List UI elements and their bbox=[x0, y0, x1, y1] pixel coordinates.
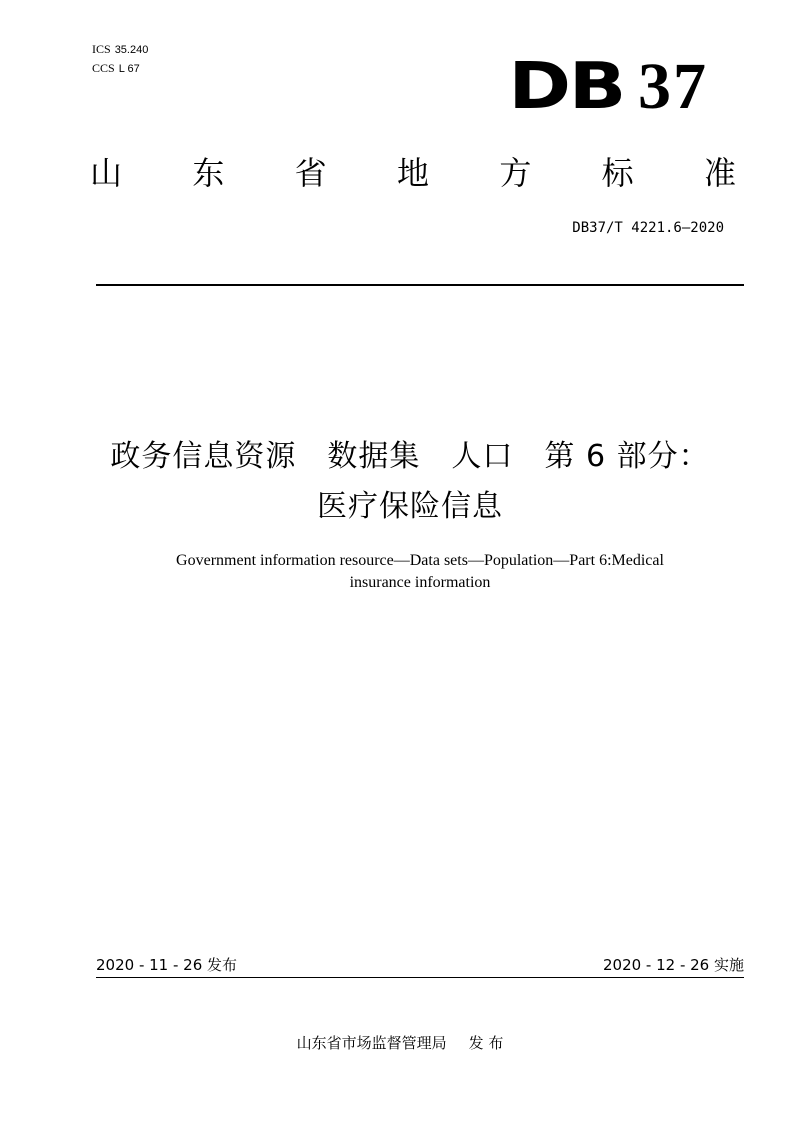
category-char: 标 bbox=[601, 154, 634, 192]
title-en-line-1: Government information resource—Data sets—Population—Part 6:Medical bbox=[176, 552, 664, 569]
title-cn-line-2: 医疗保险信息 bbox=[317, 489, 503, 524]
issue-date: 2020 - 11 - 26 发布 bbox=[96, 956, 238, 974]
publisher bbox=[0, 1032, 800, 1054]
logo-prefix: DB bbox=[508, 50, 624, 124]
ics-label: ICS bbox=[92, 42, 111, 56]
ccs-label: CCS bbox=[92, 61, 115, 75]
category-char: 方 bbox=[499, 154, 532, 192]
ics-value: 35.240 bbox=[114, 44, 149, 56]
title-cn-line-1: 政务信息资源 数据集 人口 第 6 部分： bbox=[110, 439, 710, 474]
top-divider bbox=[96, 284, 744, 286]
ics-code bbox=[92, 40, 148, 59]
category-char: 东 bbox=[192, 154, 225, 192]
bottom-divider bbox=[96, 977, 744, 978]
title-en-line-2: insurance information bbox=[349, 574, 491, 591]
title-chinese bbox=[60, 432, 760, 532]
category-char: 山 bbox=[90, 154, 123, 192]
category-char: 准 bbox=[703, 154, 736, 192]
publisher-action: 发 布 bbox=[468, 1034, 504, 1052]
logo-number: 37 bbox=[638, 50, 708, 123]
category-char: 地 bbox=[396, 154, 429, 192]
ccs-value: L 67 bbox=[118, 63, 140, 75]
publisher-org: 山东省市场监督管理局 bbox=[296, 1034, 447, 1052]
standard-category bbox=[90, 150, 736, 196]
implementation-date: 2020 - 12 - 26 实施 bbox=[602, 956, 744, 974]
category-char: 省 bbox=[294, 154, 327, 192]
db37-logo bbox=[508, 50, 708, 124]
classification-codes bbox=[92, 40, 148, 78]
standard-number: DB37/T 4221.6—2020 bbox=[572, 220, 724, 236]
ccs-code bbox=[92, 59, 148, 78]
title-english bbox=[100, 550, 740, 594]
